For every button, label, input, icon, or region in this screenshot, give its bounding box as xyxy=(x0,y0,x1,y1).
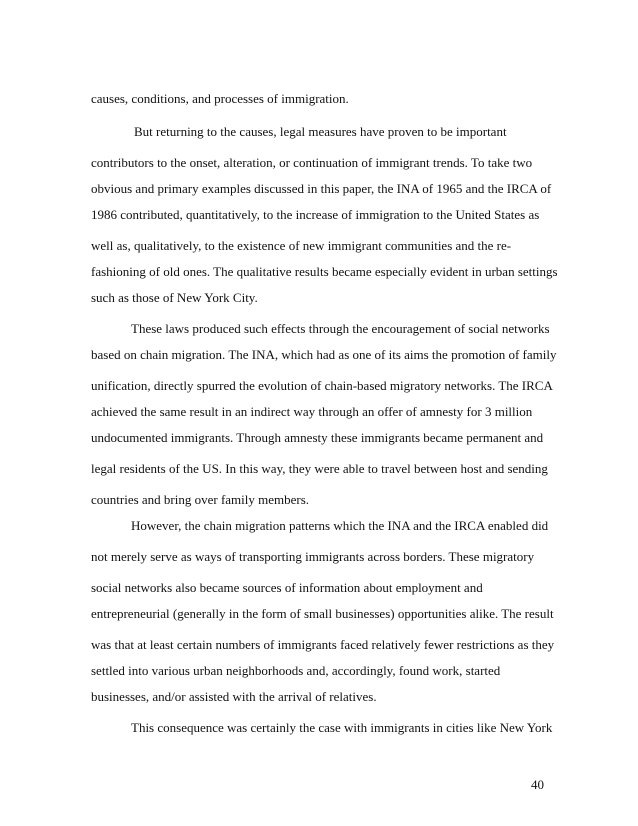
text-line: However, the chain migration patterns which the INA and the IRCA enabled did xyxy=(131,518,549,533)
text-line: But returning to the causes, legal measures have proven to be important xyxy=(134,124,507,139)
text-line: such as those of New York City. xyxy=(91,290,258,305)
text-line: countries and bring over family members. xyxy=(91,492,310,507)
text-line: was that at least certain numbers of immigrants faced relatively fewer restrictions as they xyxy=(91,637,555,652)
text-line: causes, conditions, and processes of immigration. xyxy=(91,91,349,106)
text-line: fashioning of old ones. The qualitative results became especially evident in urban settings xyxy=(91,264,558,279)
text-line: social networks also became sources of information about employment and xyxy=(91,580,483,595)
text-line: legal residents of the US. In this way, they were able to travel between host and sending xyxy=(91,461,548,476)
text-line: This consequence was certainly the case with immigrants in cities like New York xyxy=(131,720,553,735)
text-line: obvious and primary examples discussed in this paper, the INA of 1965 and the IRCA of xyxy=(91,181,552,196)
text-line: settled into various urban neighborhoods and, accordingly, found work, started xyxy=(91,663,501,678)
text-line: These laws produced such effects through the encouragement of social networks xyxy=(131,321,550,336)
text-line: 1986 contributed, quantitatively, to the increase of immigration to the United States as xyxy=(91,207,540,222)
text-line: contributors to the onset, alteration, or continuation of immigrant trends. To take two xyxy=(91,155,533,170)
text-line: undocumented immigrants. Through amnesty these immigrants became permanent and xyxy=(91,430,544,445)
page-number: 40 xyxy=(531,777,544,792)
text-line: entrepreneurial (generally in the form of small businesses) opportunities alike. The result xyxy=(91,606,554,621)
text-line: well as, qualitatively, to the existence of new immigrant communities and the re- xyxy=(91,238,512,253)
text-line: based on chain migration. The INA, which had as one of its aims the promotion of family xyxy=(91,347,557,362)
text-line: achieved the same result in an indirect way through an offer of amnesty for 3 million xyxy=(91,404,533,419)
text-line: businesses, and/or assisted with the arrival of relatives. xyxy=(91,689,377,704)
text-line: unification, directly spurred the evolution of chain-based migratory networks. The IRCA xyxy=(91,378,553,393)
text-line: not merely serve as ways of transporting immigrants across borders. These migratory xyxy=(91,549,535,564)
